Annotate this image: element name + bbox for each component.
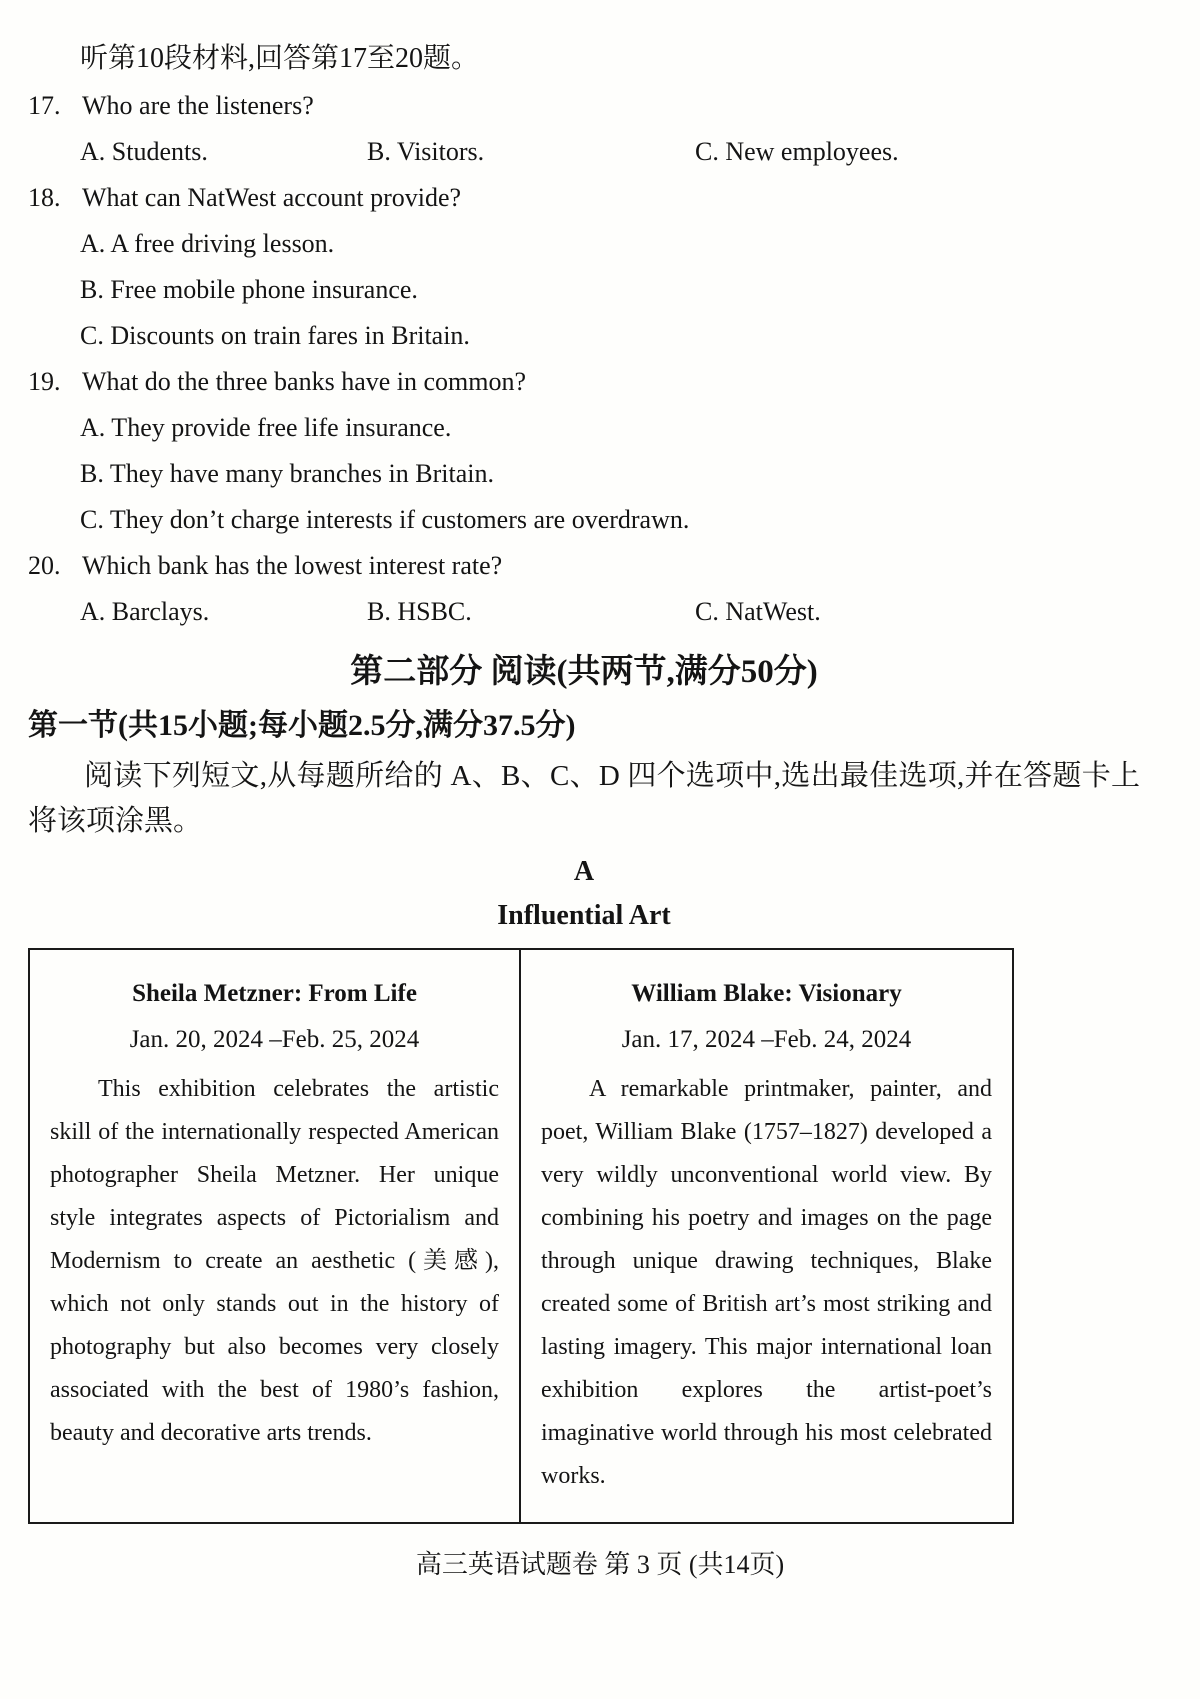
question-line: [28, 365, 1140, 398]
question-number: 18.: [28, 183, 61, 212]
exhibition-cell-right: [521, 950, 1012, 1522]
question-number: 20.: [28, 551, 61, 580]
question-line: [28, 181, 1140, 214]
section1-heading: 第一节(共15小题;每小题2.5分,满分37.5分): [28, 709, 576, 742]
exhibition-title: Sheila Metzner: From Life: [132, 980, 417, 1007]
question-text: Who are the listeners?: [82, 91, 314, 120]
options-row: [28, 135, 1140, 168]
exhibition-description: A remarkable printmaker, painter, and poet, William Blake (1757–1827) developed a very wildly unconventional world view. By combining his poetry and images on the page through unique drawing techniques, Blake created some of British art’s most striking and lasting imagery. This major international loan exhibition explores the artist-poet’s imaginative world through his most celebrated works.: [541, 1076, 992, 1489]
question-19: [28, 365, 1140, 536]
option-b: B. HSBC.: [367, 597, 472, 626]
option-b: B. Free mobile phone insurance.: [80, 275, 418, 304]
option-c: C. Discounts on train fares in Britain.: [80, 321, 470, 350]
option-a: A. They provide free life insurance.: [80, 413, 452, 442]
listening-intro: 听第10段材料,回答第17至20题。: [80, 43, 480, 74]
question-number: 19.: [28, 367, 61, 396]
question-number: 17.: [28, 91, 61, 120]
question-20: [28, 549, 1140, 628]
question-17: [28, 89, 1140, 168]
exhibition-description: This exhibition celebrates the artistic skill of the internationally respected American photographer Sheila Metzner. Her unique style integrates aspects of Pictorialism and Modernism to create an aesthetic (美感), which not only stands out in the history of photography but also becomes very closely associated with the best of 1980’s fashion, beauty and decorative arts trends.: [50, 1076, 499, 1446]
option-b: B. They have many branches in Britain.: [80, 459, 494, 488]
passage-title: Influential Art: [497, 900, 671, 931]
exhibition-dates: Jan. 20, 2024 –Feb. 25, 2024: [129, 1026, 420, 1053]
exhibition-dates: Jan. 17, 2024 –Feb. 24, 2024: [621, 1026, 912, 1053]
option-a: A. Barclays.: [80, 597, 210, 626]
question-line: [28, 89, 1140, 122]
option-c: C. New employees.: [695, 137, 899, 166]
question-text: Which bank has the lowest interest rate?: [82, 551, 503, 580]
exhibition-title: William Blake: Visionary: [631, 980, 902, 1007]
option-a: A. A free driving lesson.: [80, 229, 335, 258]
option-a: A. Students.: [80, 137, 208, 166]
reading-instructions: 阅读下列短文,从每题所给的 A、B、C、D 四个选项中,选出最佳选项,并在答题卡上将该项涂黑。: [28, 760, 1140, 837]
exhibition-cell-left: [30, 950, 521, 1522]
question-line: [28, 549, 1140, 582]
influential-art-table: [28, 948, 1014, 1524]
page-footer: 高三英语试题卷 第 3 页 (共14页): [415, 1550, 785, 1579]
question-18: [28, 181, 1140, 352]
part2-heading: 第二部分 阅读(共两节,满分50分): [350, 654, 818, 690]
passage-label: A: [573, 856, 595, 887]
question-text: What can NatWest account provide?: [82, 183, 462, 212]
option-c: C. They don’t charge interests if customers are overdrawn.: [80, 505, 690, 534]
option-b: B. Visitors.: [367, 137, 485, 166]
question-text: What do the three banks have in common?: [82, 367, 527, 396]
option-c: C. NatWest.: [695, 597, 821, 626]
options-row: [28, 595, 1140, 628]
